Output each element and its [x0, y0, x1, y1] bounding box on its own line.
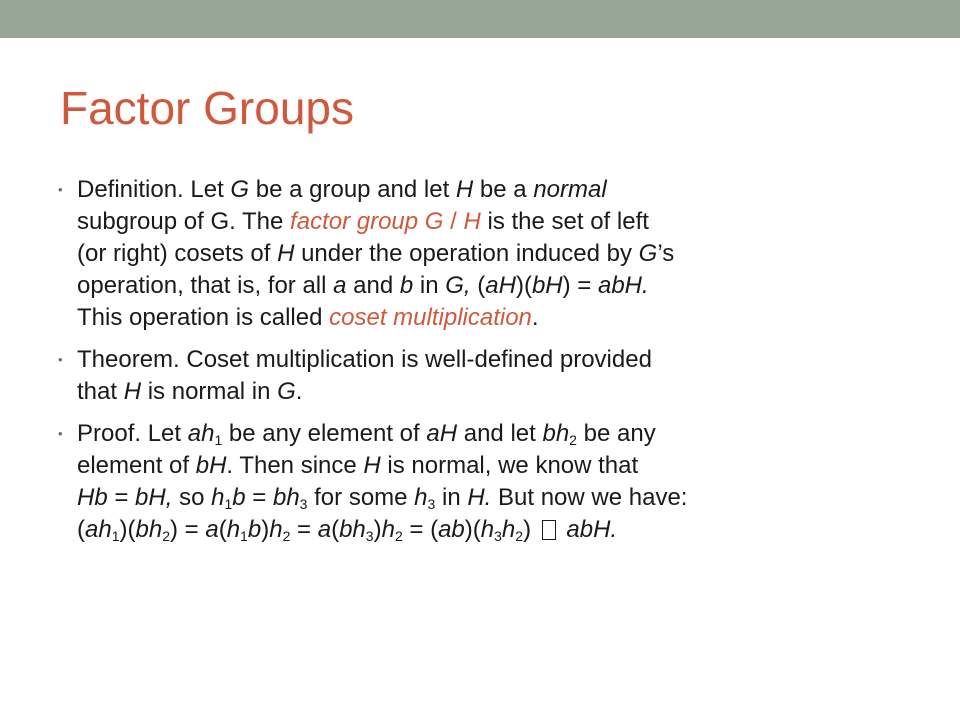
- proof-bullet: [58, 418, 908, 546]
- text-line: Definition. Let G be a group and let H be a normal: [77, 176, 607, 203]
- bullet-marker: •: [58, 426, 63, 441]
- text-line: Hb = bH, so $h_1b = bh_3$ for some $h_3$ in H. But now we have:: [77, 484, 688, 512]
- text-line: Proof. Let $ah_1$ be any element of aH and let $bh_2$ be any: [77, 420, 656, 448]
- text-line: that H is normal in G.: [77, 378, 303, 405]
- term-coset-multiplication: coset multiplication: [329, 304, 532, 331]
- text-line: This operation is called coset multiplication.: [77, 304, 539, 331]
- text-line: (or right) cosets of H under the operation induced by G’s: [77, 240, 675, 267]
- theorem-bullet: [58, 344, 908, 408]
- text-line: $(ah_1)(bh_2) = a(h_1b)h_2 = a(bh_3)h_2 = (ab)(h_3h_2)$ abH.: [77, 516, 618, 544]
- text-line: operation, that is, for all a and b in G, (aH)(bH) = abH.: [77, 272, 649, 299]
- bullet-marker: •: [58, 182, 63, 197]
- definition-bullet: [58, 174, 908, 334]
- text-line: Theorem. Coset multiplication is well-defined provided: [77, 346, 652, 373]
- bullet-list: [58, 174, 908, 556]
- element-of-icon: [542, 520, 556, 540]
- text-line: subgroup of G. The factor group G / H is the set of left: [77, 208, 649, 235]
- bullet-marker: •: [58, 352, 63, 367]
- header-bar: [0, 0, 960, 38]
- term-factor-group: factor group G: [290, 208, 444, 235]
- slide-title: Factor Groups: [60, 82, 354, 134]
- text-line: element of bH. Then since H is normal, we know that: [77, 452, 639, 479]
